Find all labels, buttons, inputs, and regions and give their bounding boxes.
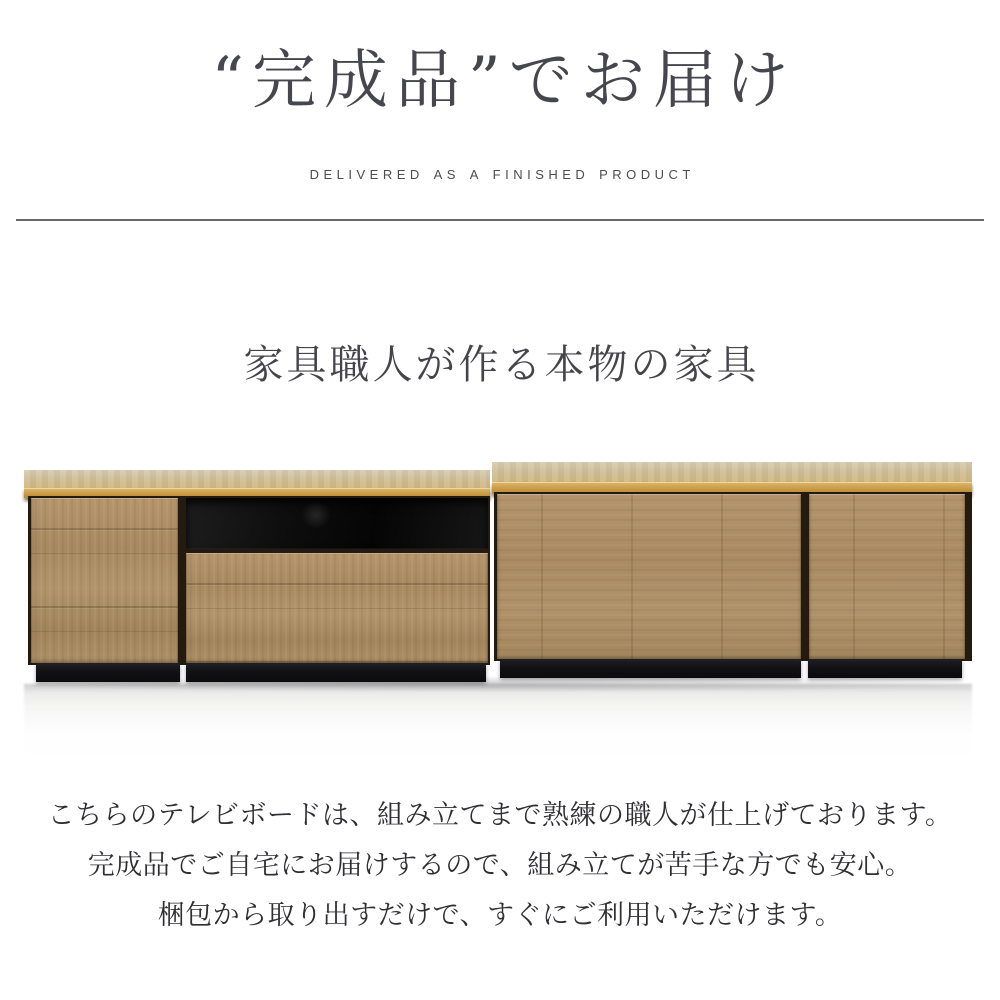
left-door-panel	[31, 498, 178, 663]
hero-section	[0, 0, 1000, 184]
description-line-1: こちらのテレビボードは、組み立てまで熟練の職人が仕上げております。	[47, 800, 953, 831]
cabinet-right-unit	[494, 492, 972, 661]
page-subtitle: delivered as a finished product	[309, 163, 695, 184]
top-board-left-surface	[24, 470, 490, 488]
top-board-right	[492, 462, 972, 494]
plinth-right-large	[500, 659, 801, 678]
plinth-left-door	[36, 663, 180, 682]
right-door-panel	[809, 494, 965, 659]
top-board-left	[24, 470, 490, 498]
divider-line	[16, 219, 984, 221]
floor-reflection	[24, 684, 972, 776]
center-drawer-panel	[186, 553, 488, 663]
open-rack-compartment	[186, 498, 488, 549]
open-rack-glare	[301, 501, 331, 529]
description-line-2: 完成品でご自宅にお届けするので、組み立てが苦手な方でも安心。	[87, 850, 913, 881]
cabinet-left-unit	[28, 496, 490, 665]
page-title: “完成品”でお届け	[211, 44, 797, 118]
product-description	[0, 791, 1000, 941]
product-photo	[0, 450, 1000, 780]
right-large-door-panel	[497, 494, 801, 659]
plinth-center	[186, 663, 486, 682]
section-heading: 家具職人が作る本物の家具	[243, 342, 760, 388]
plinth-right-door	[808, 659, 962, 678]
description-line-3: 梱包から取り出すだけで、すぐにご利用いただけます。	[157, 900, 843, 931]
top-board-right-surface	[492, 462, 972, 482]
